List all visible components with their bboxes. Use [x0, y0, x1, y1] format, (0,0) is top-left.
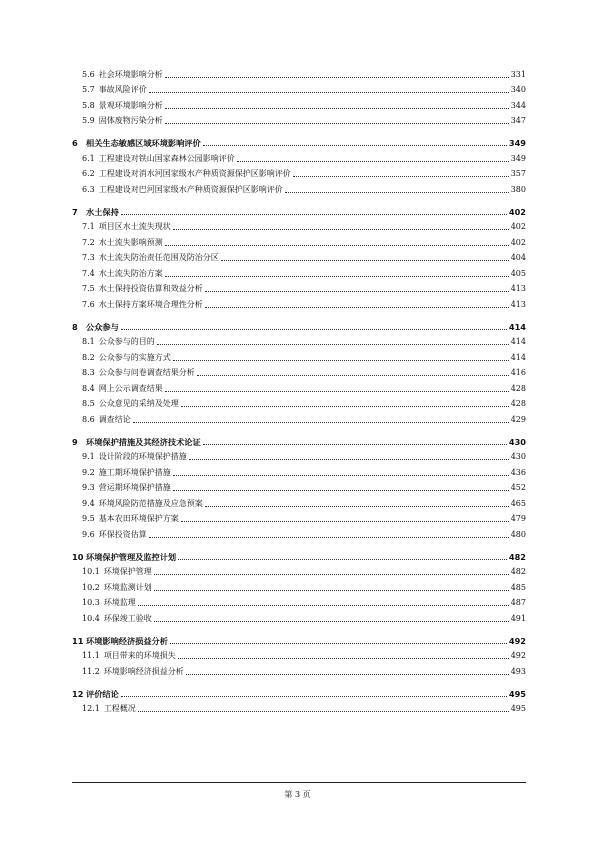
dot-leader	[165, 275, 509, 277]
toc-section-entry[interactable]	[72, 447, 526, 463]
toc-section-entry[interactable]	[72, 363, 526, 379]
toc-chapter-entry[interactable]	[72, 199, 526, 217]
toc-entry-number: 6	[72, 138, 78, 148]
toc-entry-page: 413	[510, 299, 526, 309]
toc-entry-number: 7.3	[82, 253, 95, 262]
toc-entry-number: 8.4	[82, 383, 95, 393]
toc-entry-number: 10.2	[82, 582, 100, 592]
toc-entry-title: 环境监理	[103, 598, 136, 607]
dot-leader	[165, 107, 509, 109]
toc-entry-number: 7.2	[82, 237, 95, 247]
dot-leader	[121, 328, 507, 330]
toc-section-entry[interactable]	[72, 347, 526, 363]
toc-entry-title: 工程建设对消水河国家级水产种质资源保护区影响评价	[98, 169, 291, 178]
toc-entry-title: 环境保护管理及监控计划	[86, 551, 177, 562]
dot-leader	[197, 374, 509, 376]
dot-leader	[157, 343, 509, 345]
dot-leader	[138, 604, 509, 606]
toc-entry-title: 工程建设对巴河国家级水产种质资源保护区影响评价	[98, 184, 283, 194]
toc-entry-number: 6.2	[82, 169, 95, 178]
toc-entry-page: 405	[510, 268, 526, 278]
dot-leader	[170, 642, 507, 644]
toc-entry-page: 402	[510, 222, 526, 231]
toc-entry-page: 416	[510, 368, 526, 377]
dot-leader	[203, 144, 507, 146]
toc-entry-page: 428	[510, 383, 526, 393]
toc-entry-page: 436	[510, 467, 526, 477]
toc-entry-page: 331	[510, 69, 526, 79]
toc-entry-page: 414	[510, 337, 526, 346]
toc-entry-number: 5.9	[82, 116, 95, 125]
footer-divider	[72, 782, 526, 783]
toc-entry-page: 452	[510, 483, 526, 492]
toc-entry-number: 7.4	[82, 268, 95, 278]
toc-entry-title: 评价结论	[86, 688, 119, 699]
toc-entry-number: 11.1	[82, 651, 100, 660]
page-number: 第 3 页	[284, 790, 311, 799]
toc-section-entry[interactable]	[72, 646, 526, 662]
toc-entry-title: 公众参与问卷调查结果分析	[98, 368, 195, 377]
toc-entry-number: 9.2	[82, 467, 95, 477]
toc-entry-number: 7.6	[82, 299, 95, 309]
dot-leader	[293, 175, 509, 177]
toc-entry-number: 7	[72, 206, 78, 217]
dot-leader	[181, 405, 509, 407]
toc-section-entry[interactable]	[72, 80, 526, 96]
toc-entry-title: 调查结论	[98, 414, 131, 424]
toc-entry-number: 10	[72, 551, 84, 562]
dot-leader	[173, 489, 509, 491]
toc-entry-number: 12.1	[82, 704, 100, 713]
toc-entry-title: 项目带来的环境损失	[103, 651, 176, 660]
toc-entry-page: 402	[508, 206, 526, 217]
dot-leader	[205, 290, 509, 292]
toc-entry-page: 347	[510, 116, 526, 125]
toc-entry-page: 428	[510, 399, 526, 408]
toc-entry-number: 9.4	[82, 498, 95, 508]
toc-entry-number: 9.1	[82, 452, 95, 461]
toc-entry-number: 5.6	[82, 69, 95, 79]
toc-section-entry[interactable]	[72, 111, 526, 127]
toc-entry-number: 10.3	[82, 598, 100, 607]
toc-entry-number: 8.5	[82, 399, 95, 408]
toc-entry-title: 水土流失影响预测	[98, 237, 163, 247]
toc-entry-number: 8.1	[82, 337, 95, 346]
toc-entry-number: 8.6	[82, 414, 95, 424]
toc-entry-title: 项目区水土流失现状	[98, 222, 171, 231]
toc-section-entry[interactable]	[72, 148, 526, 164]
toc-entry-title: 环境监测计划	[103, 582, 152, 592]
toc-entry-page: 492	[508, 635, 526, 646]
dot-leader	[138, 710, 509, 712]
toc-section-entry[interactable]	[72, 493, 526, 509]
toc-entry-title: 环境影响经济损益分析	[103, 666, 184, 676]
toc-section-entry[interactable]	[72, 478, 526, 494]
toc-entry-page: 430	[508, 436, 526, 447]
toc-entry-page: 344	[510, 100, 526, 110]
toc-section-entry[interactable]	[72, 699, 526, 715]
toc-entry-number: 8.2	[82, 352, 95, 362]
toc-entry-title: 相关生态敏感区域环境影响评价	[86, 138, 201, 148]
toc-chapter-entry[interactable]	[72, 429, 526, 447]
toc-entry-number: 8.3	[82, 368, 95, 377]
toc-entry-title: 设计阶段的环境保护措施	[98, 452, 187, 461]
toc-entry-title: 公众参与的目的	[98, 337, 155, 346]
toc-entry-title: 环境风险防范措施及应急预案	[98, 498, 203, 508]
toc-section-entry[interactable]	[72, 394, 526, 410]
toc-section-entry[interactable]	[72, 279, 526, 295]
dot-leader	[173, 474, 509, 476]
toc-section-entry[interactable]	[72, 509, 526, 525]
toc-entry-page: 429	[510, 414, 526, 424]
dot-leader	[121, 695, 507, 697]
toc-entry-number: 6.1	[82, 153, 95, 163]
toc-chapter-entry[interactable]	[72, 628, 526, 646]
dot-leader	[178, 657, 509, 659]
toc-entry-title: 基本农田环境保护方案	[98, 514, 179, 523]
dot-leader	[165, 244, 509, 246]
toc-entry-title: 景观环境影响分析	[98, 100, 163, 110]
toc-entry-page: 402	[510, 237, 526, 247]
toc-entry-page: 340	[510, 85, 526, 94]
toc-entry-title: 水土保持	[86, 206, 119, 217]
toc-entry-title: 施工期环境保护措施	[98, 467, 171, 477]
toc-entry-page: 465	[510, 498, 526, 508]
toc-chapter-entry[interactable]	[72, 544, 526, 562]
toc-section-entry[interactable]	[72, 524, 526, 540]
dot-leader	[133, 421, 509, 423]
toc-entry-title: 环境影响经济损益分析	[86, 635, 168, 646]
toc-section-entry[interactable]	[72, 164, 526, 180]
toc-entry-title: 事故风险评价	[98, 85, 147, 94]
toc-entry-title: 网上公示调查结果	[98, 383, 163, 393]
toc-entry-title: 环保竣工验收	[103, 613, 152, 623]
toc-section-entry[interactable]	[72, 577, 526, 593]
toc-entry-page: 491	[510, 613, 526, 623]
toc-entry-number: 9.5	[82, 514, 95, 523]
toc-entry-number: 5.7	[82, 85, 95, 94]
toc-entry-title: 公众意见的采纳及处理	[98, 399, 179, 408]
dot-leader	[173, 359, 509, 361]
dot-leader	[154, 620, 509, 622]
toc-entry-title: 水土流失防治方案	[98, 268, 163, 278]
toc-section-entry[interactable]	[72, 378, 526, 394]
toc-entry-page: 349	[508, 138, 526, 148]
toc-entry-page: 357	[510, 169, 526, 178]
toc-entry-title: 营运期环境保护措施	[98, 483, 171, 492]
toc-entry-page: 493	[510, 666, 526, 676]
dot-leader	[203, 443, 507, 445]
dot-leader	[165, 122, 509, 124]
dot-leader	[154, 573, 509, 575]
toc-entry-title: 固体废物污染分析	[98, 116, 163, 125]
toc-entry-page: 414	[510, 352, 526, 362]
toc-entry-number: 11	[72, 635, 84, 646]
toc-entry-number: 12	[72, 688, 84, 699]
toc-section-entry[interactable]	[72, 64, 526, 80]
toc-section-entry[interactable]	[72, 179, 526, 195]
toc-section-entry[interactable]	[72, 608, 526, 624]
toc-section-entry[interactable]	[72, 661, 526, 677]
toc-entry-page: 495	[510, 704, 526, 713]
toc-section-entry[interactable]	[72, 263, 526, 279]
toc-entry-title: 工程建设对铁山国家森林公园影响评价	[98, 153, 235, 163]
toc-entry-title: 水土保持方案环境合理性分析	[98, 299, 203, 309]
toc-entry-page: 492	[510, 651, 526, 660]
toc-chapter-entry[interactable]	[72, 314, 526, 332]
toc-entry-number: 10.1	[82, 567, 100, 576]
toc-section-entry[interactable]	[72, 95, 526, 111]
toc-entry-number: 5.8	[82, 100, 95, 110]
toc-entry-title: 水土保持投资估算和效益分析	[98, 284, 203, 293]
dot-leader	[165, 390, 509, 392]
dot-leader	[121, 213, 507, 215]
toc-entry-page: 480	[510, 529, 526, 539]
toc-section-entry[interactable]	[72, 294, 526, 310]
dot-leader	[149, 91, 509, 93]
toc-section-entry[interactable]	[72, 248, 526, 264]
toc-entry-number: 9.6	[82, 529, 95, 539]
toc-section-entry[interactable]	[72, 462, 526, 478]
toc-entry-title: 环境保护管理	[103, 567, 152, 576]
toc-section-entry[interactable]	[72, 217, 526, 233]
toc-section-entry[interactable]	[72, 409, 526, 425]
toc-entry-page: 349	[510, 153, 526, 163]
dot-leader	[186, 673, 509, 675]
toc-entry-page: 482	[508, 551, 526, 562]
toc-chapter-entry[interactable]	[72, 130, 526, 148]
toc-entry-title: 公众参与	[86, 321, 119, 332]
dot-leader	[154, 589, 509, 591]
toc-entry-page: 414	[508, 321, 526, 332]
dot-leader	[189, 458, 509, 460]
toc-section-entry[interactable]	[72, 593, 526, 609]
table-of-contents	[72, 64, 526, 714]
toc-entry-page: 482	[510, 567, 526, 576]
toc-section-entry[interactable]	[72, 562, 526, 578]
toc-entry-number: 6.3	[82, 184, 95, 194]
toc-entry-title: 环保投资估算	[98, 529, 147, 539]
toc-entry-title: 水土流失防治责任范围及防治分区	[98, 253, 219, 262]
toc-entry-number: 9.3	[82, 483, 95, 492]
toc-entry-page: 404	[510, 253, 526, 262]
toc-entry-number: 8	[72, 321, 78, 332]
toc-entry-title: 环境保护措施及其经济技术论证	[86, 436, 201, 447]
toc-chapter-entry[interactable]	[72, 681, 526, 699]
dot-leader	[181, 520, 509, 522]
toc-entry-page: 380	[510, 184, 526, 194]
toc-entry-title: 社会环境影响分析	[98, 69, 163, 79]
dot-leader	[285, 191, 509, 193]
dot-leader	[205, 306, 509, 308]
toc-section-entry[interactable]	[72, 232, 526, 248]
dot-leader	[149, 536, 509, 538]
toc-entry-page: 487	[510, 598, 526, 607]
dot-leader	[165, 76, 509, 78]
toc-entry-number: 10.4	[82, 613, 100, 623]
toc-entry-page: 413	[510, 284, 526, 293]
toc-entry-page: 430	[510, 452, 526, 461]
toc-entry-title: 工程概况	[103, 704, 136, 713]
toc-entry-title: 公众参与的实施方式	[98, 352, 171, 362]
toc-entry-number: 11.2	[82, 666, 100, 676]
toc-entry-number: 7.5	[82, 284, 95, 293]
dot-leader	[205, 505, 509, 507]
dot-leader	[173, 228, 509, 230]
toc-section-entry[interactable]	[72, 332, 526, 348]
dot-leader	[178, 558, 507, 560]
toc-entry-number: 7.1	[82, 222, 95, 231]
dot-leader	[237, 160, 509, 162]
toc-entry-page: 479	[510, 514, 526, 523]
toc-entry-page: 495	[508, 688, 526, 699]
dot-leader	[221, 259, 509, 261]
toc-entry-number: 9	[72, 436, 78, 447]
toc-entry-page: 485	[510, 582, 526, 592]
